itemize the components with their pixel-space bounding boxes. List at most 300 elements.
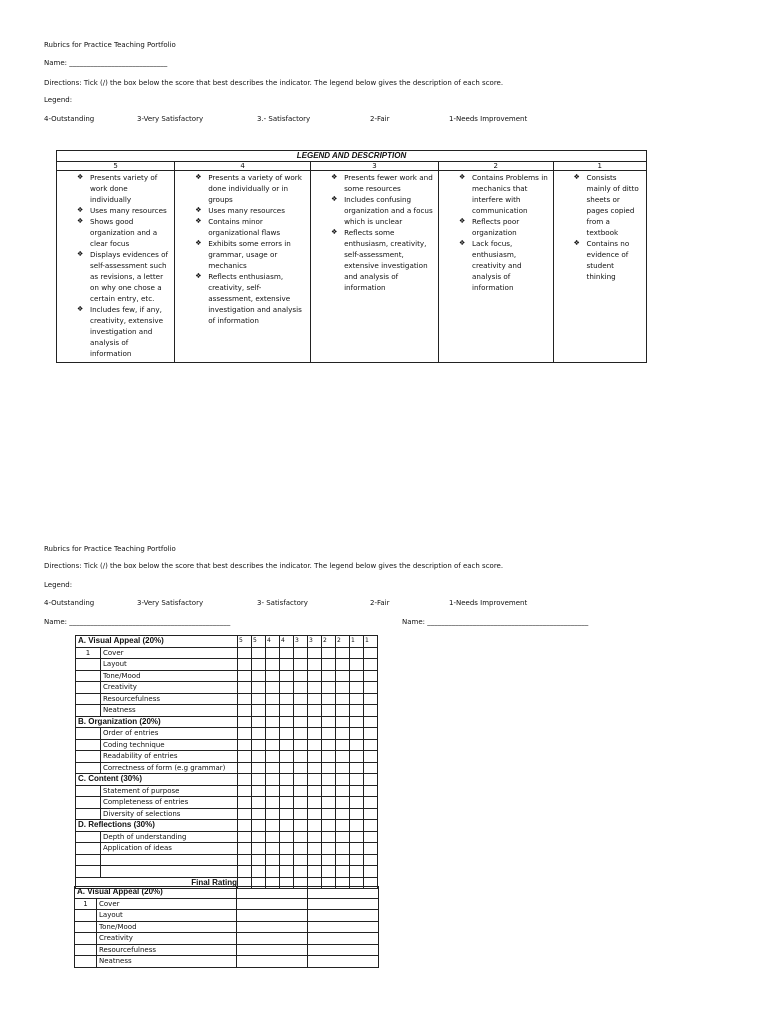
score-box[interactable] [308, 797, 322, 809]
score-box[interactable] [364, 751, 378, 763]
score-box[interactable] [266, 866, 280, 878]
score-box[interactable] [294, 762, 308, 774]
score-box[interactable] [336, 705, 350, 717]
score-box[interactable] [336, 739, 350, 751]
score-box[interactable] [252, 693, 266, 705]
score-box[interactable] [280, 647, 294, 659]
score-box[interactable] [280, 693, 294, 705]
score-box[interactable] [322, 705, 336, 717]
section-header-row [76, 774, 378, 786]
criterion-label: Layout [97, 910, 237, 922]
score-box[interactable] [280, 843, 294, 855]
description-item: ❖ Presents variety of work done individually [77, 173, 158, 204]
score-box[interactable] [364, 647, 378, 659]
score-box[interactable] [350, 820, 364, 832]
score-box[interactable] [238, 716, 252, 728]
criterion-label: Resourcefulness [97, 944, 237, 956]
diamond-bullet-icon: ❖ [331, 228, 338, 236]
score-box[interactable] [308, 670, 322, 682]
score-box[interactable] [308, 898, 379, 910]
diamond-bullet-icon: ❖ [77, 173, 84, 181]
score-box[interactable] [350, 854, 364, 866]
score-box[interactable] [238, 751, 252, 763]
score-box[interactable] [237, 921, 308, 933]
table-row [75, 933, 379, 945]
score-box[interactable] [308, 785, 322, 797]
score-box[interactable] [308, 716, 322, 728]
score-box[interactable] [280, 705, 294, 717]
legend-item: 3.- Satisfactory [257, 115, 311, 123]
score-box[interactable] [322, 843, 336, 855]
score-box[interactable] [364, 808, 378, 820]
score-box[interactable] [238, 670, 252, 682]
criterion-label: Resourcefulness [101, 693, 238, 705]
score-box[interactable] [308, 659, 322, 671]
score-box[interactable] [322, 670, 336, 682]
diamond-bullet-icon: ❖ [195, 217, 202, 225]
row-index [76, 682, 101, 694]
score-box[interactable] [336, 785, 350, 797]
score-column-header: 1 [350, 636, 364, 648]
score-box[interactable] [280, 682, 294, 694]
score-table-continued [74, 886, 379, 968]
score-box[interactable] [294, 716, 308, 728]
score-table [75, 635, 378, 889]
score-box[interactable] [280, 785, 294, 797]
score-box[interactable] [350, 693, 364, 705]
score-box[interactable] [238, 785, 252, 797]
score-box[interactable] [364, 831, 378, 843]
score-box[interactable] [252, 843, 266, 855]
table-row [76, 728, 378, 740]
diamond-bullet-icon: ❖ [459, 173, 466, 181]
description-list [439, 171, 553, 296]
score-box[interactable] [336, 866, 350, 878]
score-box[interactable] [322, 820, 336, 832]
criterion-label: Cover [97, 898, 237, 910]
score-box[interactable] [252, 808, 266, 820]
row-index: 1 [75, 898, 97, 910]
score-box[interactable] [280, 670, 294, 682]
score-box[interactable] [308, 854, 322, 866]
score-box[interactable] [364, 705, 378, 717]
score-box[interactable] [252, 820, 266, 832]
section-title: C. Content (30%) [76, 774, 238, 786]
score-box[interactable] [336, 774, 350, 786]
score-box[interactable] [252, 797, 266, 809]
score-box[interactable] [266, 808, 280, 820]
score-box[interactable] [237, 933, 308, 945]
description-item: ❖ Contains Problems in mechanics that interfere with communication [459, 173, 548, 215]
score-box[interactable] [364, 682, 378, 694]
score-box[interactable] [294, 693, 308, 705]
diamond-bullet-icon: ❖ [77, 250, 84, 258]
score-box[interactable] [308, 831, 322, 843]
score-box[interactable] [350, 739, 364, 751]
score-box[interactable] [252, 728, 266, 740]
score-box[interactable] [238, 808, 252, 820]
score-box[interactable] [238, 820, 252, 832]
score-box[interactable] [237, 898, 308, 910]
score-box[interactable] [364, 785, 378, 797]
description-item: ❖ Presents fewer work and some resources [331, 173, 433, 193]
score-box[interactable] [350, 843, 364, 855]
score-box[interactable] [252, 751, 266, 763]
score-box[interactable] [294, 831, 308, 843]
score-box[interactable] [364, 739, 378, 751]
score-box[interactable] [238, 774, 252, 786]
row-index [75, 944, 97, 956]
score-box[interactable] [294, 751, 308, 763]
criterion-label: Coding technique [101, 739, 238, 751]
score-column-header: 4 [280, 636, 294, 648]
score-box[interactable] [294, 854, 308, 866]
score-box[interactable] [266, 659, 280, 671]
score-box[interactable] [280, 762, 294, 774]
score-box[interactable] [238, 831, 252, 843]
score-box[interactable] [364, 762, 378, 774]
score-box[interactable] [294, 820, 308, 832]
score-box[interactable] [336, 751, 350, 763]
score-box[interactable] [266, 693, 280, 705]
score-box[interactable] [364, 854, 378, 866]
diamond-bullet-icon: ❖ [195, 206, 202, 214]
score-box[interactable] [266, 774, 280, 786]
score-box[interactable] [266, 820, 280, 832]
score-box[interactable] [364, 866, 378, 878]
score-box[interactable] [252, 785, 266, 797]
score-header: 3 [311, 162, 439, 171]
score-box[interactable] [350, 797, 364, 809]
score-box[interactable] [294, 739, 308, 751]
score-header: 4 [175, 162, 311, 171]
score-box[interactable] [266, 670, 280, 682]
score-box[interactable] [308, 956, 379, 968]
score-box[interactable] [252, 739, 266, 751]
score-box[interactable] [308, 705, 322, 717]
criterion-label: Tone/Mood [97, 921, 237, 933]
score-box[interactable] [350, 728, 364, 740]
page2-directions: Directions: Tick (/) the box below the score that best describes the indicator. The legend below gives the description of each score. [44, 562, 504, 570]
score-box[interactable] [238, 739, 252, 751]
score-box[interactable] [322, 751, 336, 763]
score-box[interactable] [308, 808, 322, 820]
score-box[interactable] [280, 751, 294, 763]
score-column-header: 2 [322, 636, 336, 648]
score-box[interactable] [252, 705, 266, 717]
description-item: ❖ Exhibits some errors in grammar, usage or mechanics [195, 239, 291, 270]
description-list [175, 171, 310, 329]
criterion-label: Cover [101, 647, 238, 659]
criterion-label [101, 854, 238, 866]
score-box[interactable] [280, 797, 294, 809]
row-index [76, 659, 101, 671]
score-box[interactable] [350, 866, 364, 878]
score-box[interactable] [322, 716, 336, 728]
score-box[interactable] [350, 659, 364, 671]
score-box[interactable] [364, 774, 378, 786]
score-box[interactable] [294, 774, 308, 786]
score-box[interactable] [237, 910, 308, 922]
description-item: ❖ Displays evidences of self-assessment such as revisions, a letter on why one chose a certain entry, etc. [77, 250, 169, 303]
score-box[interactable] [350, 774, 364, 786]
score-box[interactable] [322, 854, 336, 866]
score-box[interactable] [336, 647, 350, 659]
score-box[interactable] [308, 933, 379, 945]
page2-title: Rubrics for Practice Teaching Portfolio [44, 545, 176, 553]
description-cell-3 [311, 171, 439, 363]
score-box[interactable] [294, 647, 308, 659]
score-box[interactable] [252, 854, 266, 866]
criterion-label: Completeness of entries [101, 797, 238, 809]
score-box[interactable] [322, 693, 336, 705]
score-box[interactable] [308, 843, 322, 855]
score-column-header: 2 [336, 636, 350, 648]
score-box[interactable] [308, 866, 322, 878]
score-box[interactable] [308, 887, 379, 899]
criterion-label: Depth of understanding [101, 831, 238, 843]
score-box[interactable] [322, 785, 336, 797]
score-box[interactable] [308, 693, 322, 705]
score-box[interactable] [350, 751, 364, 763]
score-box[interactable] [364, 820, 378, 832]
score-box[interactable] [238, 866, 252, 878]
diamond-bullet-icon: ❖ [573, 173, 580, 181]
score-box[interactable] [280, 831, 294, 843]
score-box[interactable] [238, 693, 252, 705]
score-box[interactable] [252, 774, 266, 786]
score-column-header: 5 [252, 636, 266, 648]
table-row [76, 751, 378, 763]
diamond-bullet-icon: ❖ [459, 239, 466, 247]
score-box[interactable] [237, 956, 308, 968]
score-box[interactable] [294, 670, 308, 682]
criterion-label: Tone/Mood [101, 670, 238, 682]
score-box[interactable] [336, 808, 350, 820]
score-box[interactable] [308, 728, 322, 740]
score-box[interactable] [266, 843, 280, 855]
score-box[interactable] [266, 785, 280, 797]
final-rating-label: Final Rating [76, 877, 238, 889]
score-box[interactable] [308, 774, 322, 786]
score-box[interactable] [364, 659, 378, 671]
score-box[interactable] [238, 682, 252, 694]
table-row [76, 808, 378, 820]
description-item: ❖ Uses many resources [195, 206, 285, 215]
score-box[interactable] [350, 808, 364, 820]
description-item: ❖ Reflects enthusiasm, creativity, self-assessment, extensive investigation and analysis of information [195, 272, 302, 325]
description-item: ❖ Includes few, if any, creativity, extensive investigation and analysis of information [77, 305, 164, 358]
score-box[interactable] [280, 728, 294, 740]
table-row [76, 659, 378, 671]
score-box[interactable] [238, 854, 252, 866]
score-box[interactable] [280, 820, 294, 832]
score-box[interactable] [322, 762, 336, 774]
score-box[interactable] [294, 797, 308, 809]
legend-item: 1-Needs Improvement [449, 599, 528, 607]
score-box[interactable] [238, 705, 252, 717]
score-box[interactable] [350, 705, 364, 717]
table-row [76, 705, 378, 717]
score-box[interactable] [252, 716, 266, 728]
score-box[interactable] [308, 751, 322, 763]
score-box[interactable] [364, 670, 378, 682]
score-box[interactable] [308, 944, 379, 956]
score-box[interactable] [294, 682, 308, 694]
page2-legend [0, 599, 768, 609]
score-box[interactable] [252, 866, 266, 878]
score-box[interactable] [280, 808, 294, 820]
score-box[interactable] [322, 728, 336, 740]
score-box[interactable] [252, 670, 266, 682]
criterion-label: Order of entries [101, 728, 238, 740]
score-box[interactable] [252, 682, 266, 694]
table-row [75, 921, 379, 933]
score-box[interactable] [280, 659, 294, 671]
score-box[interactable] [294, 808, 308, 820]
score-box[interactable] [322, 682, 336, 694]
score-box[interactable] [336, 797, 350, 809]
score-box[interactable] [364, 716, 378, 728]
score-box[interactable] [336, 670, 350, 682]
page1-legend [0, 115, 768, 125]
score-box[interactable] [322, 774, 336, 786]
score-box[interactable] [336, 854, 350, 866]
table-row [76, 866, 378, 878]
section-title: A. Visual Appeal (20%) [75, 887, 237, 899]
score-box[interactable] [336, 762, 350, 774]
row-index [76, 762, 101, 774]
score-box[interactable] [350, 762, 364, 774]
score-box[interactable] [336, 843, 350, 855]
criterion-label: Readability of entries [101, 751, 238, 763]
score-box[interactable] [280, 739, 294, 751]
score-box[interactable] [350, 831, 364, 843]
score-box[interactable] [294, 866, 308, 878]
row-index [75, 910, 97, 922]
score-box[interactable] [308, 682, 322, 694]
score-box[interactable] [350, 785, 364, 797]
score-box[interactable] [294, 843, 308, 855]
score-box[interactable] [294, 705, 308, 717]
table-row [75, 910, 379, 922]
description-cell-5 [57, 171, 175, 363]
row-index [76, 751, 101, 763]
score-box[interactable] [336, 820, 350, 832]
score-box[interactable] [252, 831, 266, 843]
score-box[interactable] [280, 716, 294, 728]
score-box[interactable] [266, 854, 280, 866]
description-item: ❖ Reflects some enthusiasm, creativity, self-assessment, extensive investigation and analysis of information [331, 228, 428, 292]
criterion-label: Creativity [97, 933, 237, 945]
score-box[interactable] [294, 659, 308, 671]
criterion-label: Neatness [97, 956, 237, 968]
score-box[interactable] [252, 647, 266, 659]
description-list [311, 171, 438, 296]
score-box[interactable] [238, 659, 252, 671]
row-index [75, 933, 97, 945]
score-box[interactable] [266, 716, 280, 728]
score-box[interactable] [280, 774, 294, 786]
score-box[interactable] [280, 854, 294, 866]
score-box[interactable] [308, 921, 379, 933]
score-box[interactable] [238, 843, 252, 855]
score-box[interactable] [322, 647, 336, 659]
score-box[interactable] [336, 693, 350, 705]
score-box[interactable] [266, 728, 280, 740]
score-box[interactable] [336, 728, 350, 740]
score-box[interactable] [322, 831, 336, 843]
score-box[interactable] [336, 659, 350, 671]
score-box[interactable] [266, 831, 280, 843]
score-box[interactable] [350, 682, 364, 694]
score-box[interactable] [322, 866, 336, 878]
score-box[interactable] [308, 910, 379, 922]
score-box[interactable] [252, 659, 266, 671]
score-box[interactable] [266, 751, 280, 763]
score-box[interactable] [364, 693, 378, 705]
score-box[interactable] [350, 716, 364, 728]
diamond-bullet-icon: ❖ [195, 272, 202, 280]
description-item: ❖ Includes confusing organization and a focus which is unclear [331, 195, 433, 226]
score-box[interactable] [294, 785, 308, 797]
score-box[interactable] [266, 762, 280, 774]
description-item: ❖ Presents a variety of work done individually or in groups [195, 173, 302, 204]
score-box[interactable] [294, 728, 308, 740]
score-box[interactable] [308, 647, 322, 659]
score-box[interactable] [308, 820, 322, 832]
score-box[interactable] [336, 682, 350, 694]
score-box[interactable] [350, 670, 364, 682]
score-box[interactable] [364, 843, 378, 855]
score-box[interactable] [364, 728, 378, 740]
score-box[interactable] [336, 716, 350, 728]
score-box[interactable] [252, 762, 266, 774]
score-box[interactable] [364, 797, 378, 809]
score-header: 2 [439, 162, 554, 171]
row-index [76, 866, 101, 878]
score-box[interactable] [322, 739, 336, 751]
description-item: ❖ Shows good organization and a clear focus [77, 217, 158, 248]
score-box[interactable] [266, 797, 280, 809]
score-box[interactable] [266, 682, 280, 694]
score-column-header: 3 [308, 636, 322, 648]
score-box[interactable] [280, 866, 294, 878]
score-box[interactable] [308, 762, 322, 774]
score-box[interactable] [266, 647, 280, 659]
diamond-bullet-icon: ❖ [459, 217, 466, 225]
diamond-bullet-icon: ❖ [77, 305, 84, 313]
score-box[interactable] [237, 887, 308, 899]
score-box[interactable] [308, 739, 322, 751]
table-row [76, 670, 378, 682]
score-box[interactable] [238, 797, 252, 809]
score-box[interactable] [238, 728, 252, 740]
legend-item: 2-Fair [370, 115, 390, 123]
score-box[interactable] [336, 831, 350, 843]
score-box[interactable] [237, 944, 308, 956]
score-box[interactable] [238, 647, 252, 659]
legend-item: 3-Very Satisfactory [137, 115, 204, 123]
score-box[interactable] [266, 705, 280, 717]
score-box[interactable] [322, 659, 336, 671]
score-box[interactable] [266, 739, 280, 751]
table-row [76, 647, 378, 659]
score-box[interactable] [238, 762, 252, 774]
score-box[interactable] [350, 647, 364, 659]
score-box[interactable] [322, 797, 336, 809]
score-box[interactable] [322, 808, 336, 820]
